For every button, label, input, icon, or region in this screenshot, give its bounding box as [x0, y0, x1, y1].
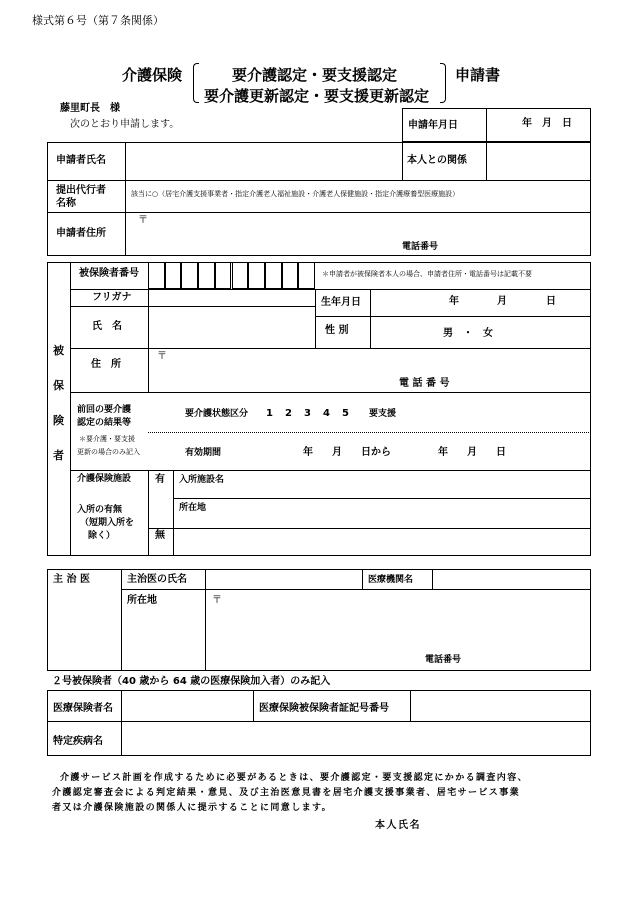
- institution-label: 医療機関名: [368, 575, 414, 585]
- prev-result-label-2: 認定の結果等: [77, 418, 132, 428]
- facility-name-label: 入所施設名: [179, 475, 225, 485]
- insured-name-label: 氏 名: [92, 321, 122, 332]
- consent-line-1: 介護サービス計画を作成するために必要があるときは、要介護認定・要支援認定にかかる調査内容、: [60, 773, 529, 783]
- application-date-label: 申請年月日: [408, 120, 458, 131]
- care-level-label: 要介護状態区分: [185, 409, 249, 419]
- dob-month[interactable]: 月: [497, 296, 507, 307]
- disease-label: 特定疾病名: [53, 736, 103, 747]
- insured-number-cell[interactable]: [248, 262, 265, 289]
- valid-to-month[interactable]: 月: [467, 447, 477, 458]
- consent-line-3: 者又は介護保険施設の関係人に提示することに同意します。: [52, 803, 333, 813]
- agent-name-label: 名称: [56, 198, 76, 209]
- applicant-name-label: 申請者氏名: [56, 155, 106, 166]
- valid-from-month[interactable]: 月: [332, 447, 342, 458]
- facility-label-2: 入所の有無: [77, 505, 123, 515]
- facility-label: 介護保険施設: [77, 474, 132, 484]
- prev-result-note-2: 更新の場合のみ記入: [77, 448, 140, 456]
- valid-to-year[interactable]: 年: [438, 447, 448, 458]
- prev-result-label: 前回の要介護: [77, 405, 132, 415]
- insured-number-cell[interactable]: [298, 262, 315, 289]
- applicant-phone-label: 電話番号: [402, 242, 439, 252]
- applicant-section: [47, 142, 591, 256]
- facility-no[interactable]: 無: [155, 530, 165, 541]
- doctor-side-label: 主 治 医: [53, 574, 90, 585]
- insured-number-cell[interactable]: [198, 262, 215, 289]
- insured-phone-label: 電 話 番 号: [399, 378, 450, 389]
- form-number: 様式第６号（第７条関係）: [32, 14, 164, 27]
- insured-side-label: 被 保 険 者: [53, 344, 64, 462]
- title-left: 介護保険: [122, 66, 183, 84]
- insured-number-cell[interactable]: [282, 262, 299, 289]
- dob-day[interactable]: 日: [546, 296, 556, 307]
- consent-line-2: 介護認定審査会による判定結果・意見、及び主治医意見書を居宅介護支援事業者、居宅サービス事業: [52, 788, 521, 798]
- applicant-address-label: 申請者住所: [56, 228, 106, 239]
- furigana-label: フリガナ: [92, 292, 132, 303]
- insured-number-cell[interactable]: [148, 262, 165, 289]
- title-line1: 要介護認定・要支援認定: [232, 66, 398, 84]
- title-bracket-left: [193, 63, 199, 103]
- valid-to-day[interactable]: 日: [496, 447, 506, 458]
- symbol-number-label: 医療保険被保険者証記号番号: [259, 703, 389, 714]
- insured-number-label: 被保険者番号: [79, 268, 139, 279]
- insured-number-cell[interactable]: [215, 262, 232, 289]
- facility-yes[interactable]: 有: [155, 474, 165, 485]
- applicant-postal-mark: 〒: [138, 215, 148, 226]
- support-label[interactable]: 要支援: [369, 409, 397, 419]
- signature-label: 本人氏名: [375, 820, 421, 831]
- type2-heading: ２号被保険者（40 歳から 64 歳の医療保険加入者）のみ記入: [52, 676, 331, 687]
- title-bracket-right: [440, 63, 446, 103]
- insured-number-cell[interactable]: [232, 262, 249, 289]
- facility-label-3: （短期入所を: [80, 518, 135, 528]
- gender-value[interactable]: 男 ・ 女: [443, 328, 493, 339]
- care-level-1[interactable]: 1: [266, 408, 273, 419]
- title-line2: 要介護更新認定・要支援更新認定: [204, 87, 430, 105]
- dob-label: 生年月日: [321, 297, 361, 308]
- valid-from-year[interactable]: 年: [303, 447, 313, 458]
- request-text: 次のとおり申請します。: [70, 119, 180, 130]
- agent-note: 該当に○（居宅介護支援事業者・指定介護老人福祉施設・介護老人保健施設・指定介護療養型医療施設）: [131, 190, 460, 198]
- insurer-label: 医療保険者名: [53, 703, 113, 714]
- type2-section: [47, 690, 591, 756]
- care-level-3[interactable]: 3: [304, 408, 311, 419]
- relation-label: 本人との関係: [407, 155, 467, 166]
- dob-year[interactable]: 年: [449, 296, 459, 307]
- insured-number-cell[interactable]: [165, 262, 182, 289]
- insured-number-cell[interactable]: [265, 262, 282, 289]
- doctor-phone-label: 電話番号: [425, 655, 462, 665]
- care-level-2[interactable]: 2: [285, 408, 292, 419]
- valid-from-day[interactable]: 日から: [361, 447, 391, 458]
- title-right: 申請書: [455, 66, 501, 84]
- validity-label: 有効期間: [185, 448, 222, 458]
- doctor-name-label: 主治医の氏名: [127, 574, 187, 585]
- facility-address-label: 所在地: [179, 503, 207, 513]
- insured-number-cell[interactable]: [181, 262, 198, 289]
- application-date-value[interactable]: 年 月 日: [522, 118, 572, 129]
- insured-address-label: 住 所: [91, 359, 121, 370]
- care-level-4[interactable]: 4: [323, 408, 330, 419]
- care-level-5[interactable]: 5: [342, 408, 349, 419]
- agent-label: 提出代行者: [56, 185, 106, 196]
- doctor-address-label: 所在地: [127, 595, 157, 606]
- insured-postal-mark: 〒: [157, 351, 167, 362]
- doctor-postal-mark: 〒: [212, 595, 222, 606]
- facility-label-4: 除く）: [88, 531, 116, 541]
- prev-result-note: ＊要介護・要支援: [79, 435, 135, 443]
- gender-label: 性 別: [325, 325, 349, 336]
- addressee: 藤里町長 様: [60, 103, 120, 114]
- insured-number-note: ＊申請者が被保険者本人の場合、申請者住所・電話番号は記載不要: [322, 270, 532, 278]
